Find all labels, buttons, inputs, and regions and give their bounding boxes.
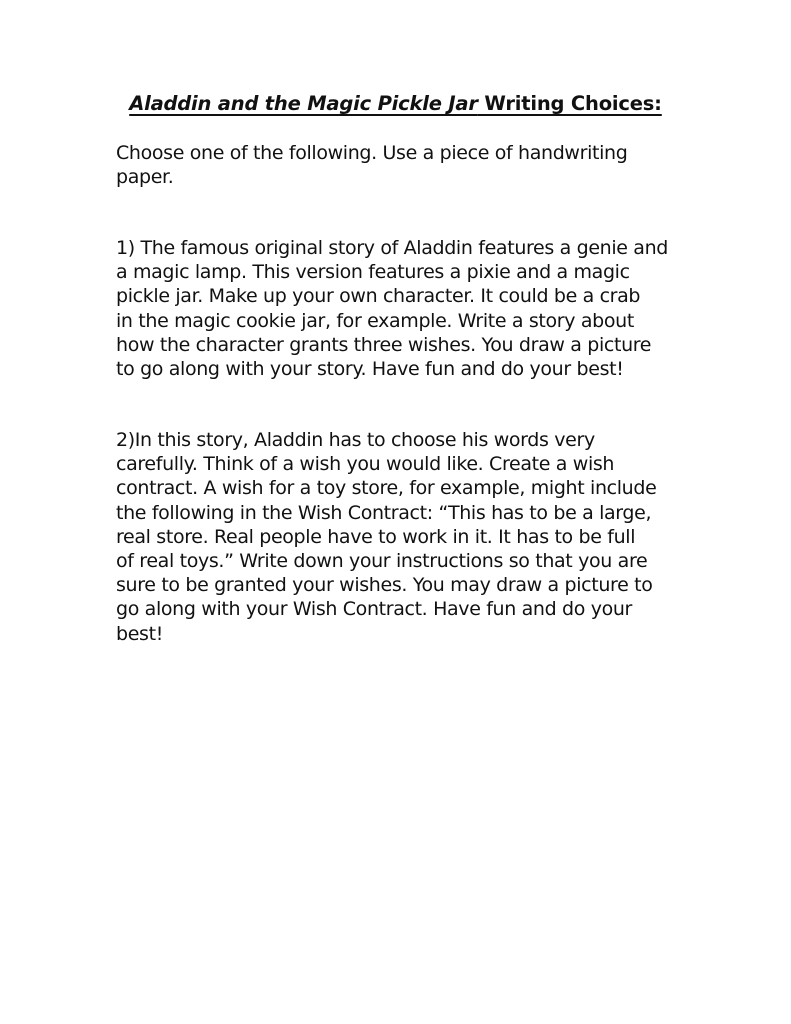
- choice-1-line: to go along with your story. Have fun and do your best!: [116, 358, 624, 381]
- choice-1-line: pickle jar. Make up your own character. It could be a crab: [116, 285, 641, 308]
- choice-2-paragraph: [116, 428, 656, 646]
- choice-2-line: 2)In this story, Aladdin has to choose his words very: [116, 429, 595, 451]
- choice-2-line: contract. A wish for a toy store, for example, might include: [116, 477, 657, 500]
- intro-paragraph: [116, 141, 627, 189]
- page-title: [0, 91, 791, 117]
- choice-2-line: of real toys.” Write down your instructions so that you are: [116, 550, 648, 573]
- choice-2-line: sure to be granted your wishes. You may draw a picture to: [116, 574, 653, 597]
- choice-2-line: the following in the Wish Contract: “This has to be a large,: [116, 501, 652, 524]
- title-text: [129, 92, 662, 115]
- choice-2-line: go along with your Wish Contract. Have fun and do your: [116, 598, 633, 621]
- choice-2-line: real store. Real people have to work in it. It has to be full: [116, 525, 636, 548]
- choice-2-line: best!: [116, 622, 163, 645]
- choice-1-paragraph: [116, 236, 668, 381]
- choice-1-line: a magic lamp. This version features a pixie and a magic: [116, 261, 630, 284]
- title-book-name: Aladdin and the Magic Pickle Jar: [129, 92, 478, 115]
- intro-line: Choose one of the following. Use a piece of handwriting: [116, 142, 628, 164]
- choice-1-line: how the character grants three wishes. You draw a picture: [116, 333, 652, 356]
- choice-1-line: 1) The famous original story of Aladdin features a genie and: [116, 237, 669, 259]
- intro-line: paper.: [116, 166, 174, 189]
- choice-2-line: carefully. Think of a wish you would like. Create a wish: [116, 453, 615, 476]
- title-suffix: Writing Choices:: [477, 92, 662, 115]
- choice-1-line: in the magic cookie jar, for example. Write a story about: [116, 309, 634, 332]
